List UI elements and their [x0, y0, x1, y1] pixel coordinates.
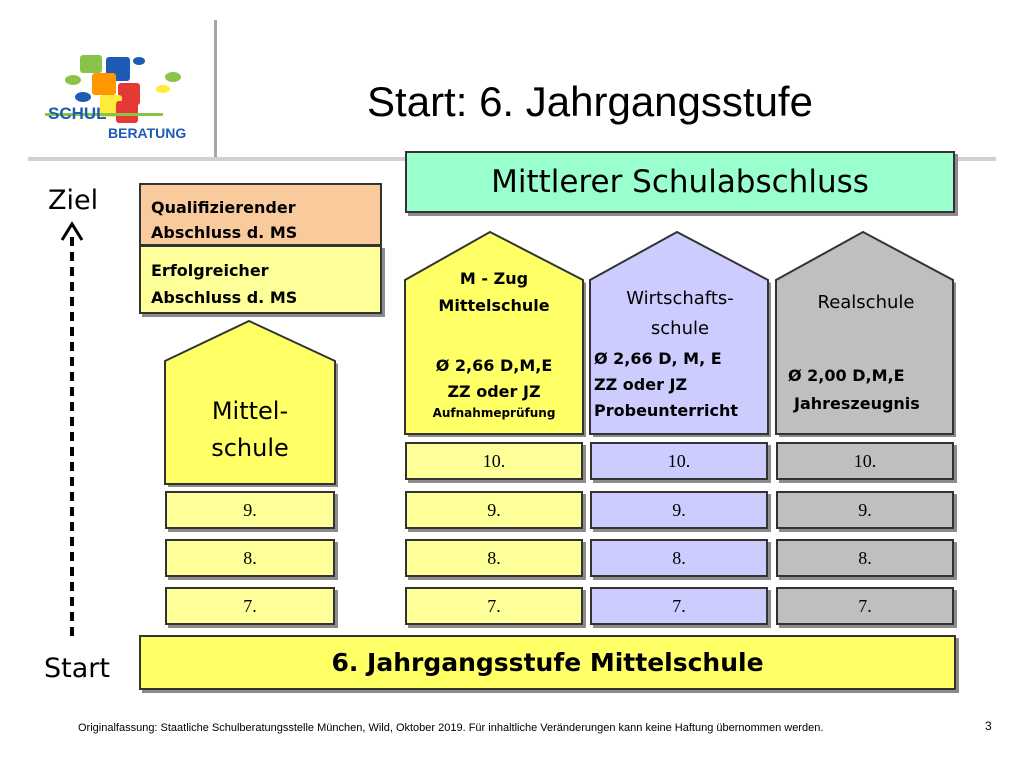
- mzug-line-2: Mittelschule: [438, 296, 550, 315]
- grade-cell-real-7: 7.: [776, 587, 954, 625]
- start-grade-box: 6. Jahrgangsstufe Mittelschule: [139, 635, 956, 690]
- grade-cell-ms-9: 9.: [165, 491, 335, 529]
- house-realschule-requirements: [788, 362, 920, 418]
- grade-cell-real-9: 9.: [776, 491, 954, 529]
- grade-cell-mzug-9: 9.: [405, 491, 583, 529]
- mittelschule-line-2: schule: [211, 434, 289, 462]
- grade-cell-mzug-7: 7.: [405, 587, 583, 625]
- mittelschule-line-1: Mittel-: [211, 397, 289, 425]
- wirtschaft-line-2: schule: [650, 318, 710, 339]
- erf-line-2: Abschluss d. MS: [151, 288, 298, 307]
- realschule-req-2: Jahreszeugnis: [794, 394, 920, 413]
- house-mzug-requirements: [405, 353, 583, 421]
- wirtschaft-req-1: Ø 2,66 D, M, E: [594, 349, 722, 368]
- qual-line-2: Abschluss d. MS: [151, 223, 298, 242]
- logo-text-1: SCHUL: [48, 104, 107, 123]
- wirtschaft-req-3: Probeunterricht: [594, 401, 738, 420]
- grade-cell-wirtschaft-10: 10.: [590, 442, 768, 480]
- house-mzug-label: [405, 265, 583, 319]
- mzug-line-1: M - Zug: [459, 269, 529, 288]
- grade-cell-real-10: 10.: [776, 442, 954, 480]
- house-wirtschaft-requirements: [594, 346, 738, 424]
- footer-note: Originalfassung: Staatliche Schulberatungsstelle München, Wild, Oktober 2019. Für inhaltliche Veränderungen kann keine Haftung übernommen werden.: [78, 722, 824, 734]
- grade-cell-real-8: 8.: [776, 539, 954, 577]
- grade-cell-mzug-8: 8.: [405, 539, 583, 577]
- house-realschule-label: Realschule: [817, 292, 915, 313]
- mzug-req-1: Ø 2,66 D,M,E: [435, 356, 553, 375]
- erf-line-1: Erfolgreicher: [151, 261, 269, 280]
- house-wirtschaft-label: [592, 284, 768, 344]
- grade-cell-ms-8: 8.: [165, 539, 335, 577]
- axis-goal-label: Ziel: [48, 185, 99, 216]
- wirtschaft-line-1: Wirtschafts-: [626, 288, 734, 309]
- slide-title: Start: 6. Jahrgangsstufe: [367, 78, 813, 125]
- grade-cell-wirtschaft-8: 8.: [590, 539, 768, 577]
- goal-box: Mittlerer Schulabschluss: [405, 151, 955, 213]
- axis-start-label: Start: [44, 653, 110, 684]
- grade-cell-wirtschaft-9: 9.: [590, 491, 768, 529]
- page-number: 3: [985, 719, 992, 733]
- grade-cell-wirtschaft-7: 7.: [590, 587, 768, 625]
- qual-line-1: Qualifizierender: [151, 198, 296, 217]
- realschule-req-1: Ø 2,00 D,M,E: [788, 366, 905, 385]
- mzug-req-3: Aufnahmeprüfung: [432, 406, 556, 420]
- wirtschaft-req-2: ZZ oder JZ: [594, 375, 688, 394]
- grade-cell-ms-7: 7.: [165, 587, 335, 625]
- logo-text-2: BERATUNG: [108, 125, 187, 141]
- mzug-req-2: ZZ oder JZ: [447, 382, 541, 401]
- grade-cell-mzug-10: 10.: [405, 442, 583, 480]
- house-mittelschule-label: [165, 393, 335, 467]
